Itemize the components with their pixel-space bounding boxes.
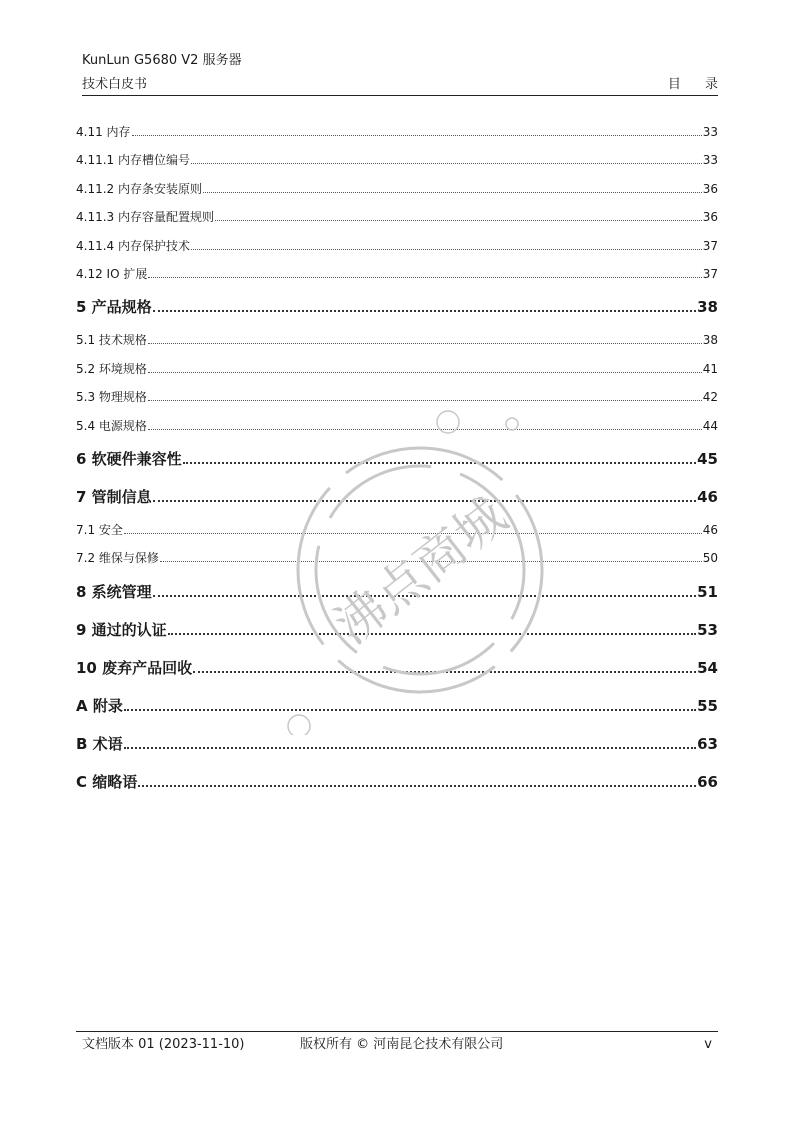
toc-chapter-entry[interactable] [76,611,718,649]
page-header [82,52,728,94]
toc-entry-label: A 附录 [76,696,123,715]
toc-section-entry[interactable] [76,412,718,440]
table-of-contents [76,118,718,801]
toc-chapter-entry[interactable] [76,573,718,611]
watermark-text: 沸点商城 [323,486,518,656]
toc-page-number: 63 [697,734,718,753]
toc-entry-label: 5.4 电源规格 [76,418,147,433]
toc-leader-dots [148,400,702,401]
toc-leader-dots [148,277,701,278]
document-version: 文档版本 01 (2023-11-10) [82,1037,245,1052]
toc-entry-label: 4.11.4 内存保护技术 [76,238,190,253]
toc-leader-dots [191,249,702,250]
toc-chapter-entry[interactable] [76,478,718,516]
toc-entry-label: 4.12 IO 扩展 [76,266,148,281]
toc-page-number: 37 [702,266,718,281]
toc-section-entry[interactable] [76,232,718,260]
toc-page-number: 36 [702,181,718,196]
toc-page-number: 33 [702,125,718,139]
toc-page-number: 46 [697,487,718,506]
toc-chapter-entry[interactable] [76,687,718,725]
toc-entry-label: 5.3 物理规格 [76,390,147,405]
toc-section-entry[interactable] [76,516,718,544]
toc-entry-label: 8 系统管理 [76,582,152,601]
toc-leader-dots [148,343,702,344]
toc-chapter-entry[interactable] [76,288,718,326]
toc-page-number: 66 [697,772,718,791]
toc-section-entry[interactable] [76,355,718,383]
toc-page-number: 55 [697,696,718,715]
toc-leader-dots [148,429,702,430]
toc-page-number: 36 [702,210,718,225]
document-type: 技术白皮书 [82,77,148,92]
footer-divider [76,1031,718,1032]
toc-section-entry[interactable] [76,175,718,203]
toc-entry-label: 5 产品规格 [76,298,152,317]
toc-page-number: 45 [697,449,718,468]
toc-section-entry[interactable] [76,260,718,288]
toc-leader-dots [203,192,702,193]
toc-page-number: 44 [702,418,718,433]
toc-entry-label: 7.1 安全 [76,522,123,537]
toc-leader-dots [183,462,696,464]
toc-leader-dots [215,220,702,221]
copyright-notice: 版权所有 © 河南昆仑技术有限公司 [300,1037,504,1052]
toc-entry-label: 10 废弃产品回收 [76,658,193,677]
toc-leader-dots [191,163,702,164]
toc-page-number: 38 [702,333,718,348]
toc-entry-label: B 术语 [76,734,123,753]
toc-entry-label: C 缩略语 [76,772,138,791]
toc-entry-label: 9 通过的认证 [76,620,167,639]
toc-chapter-entry[interactable] [76,649,718,687]
toc-section-entry[interactable] [76,383,718,411]
toc-page-number: 42 [702,390,718,405]
toc-page-number: 38 [697,298,718,317]
header-row [82,76,728,94]
toc-leader-dots [138,785,696,787]
toc-chapter-entry[interactable] [76,725,718,763]
toc-leader-dots [124,747,696,749]
toc-leader-dots [160,561,702,562]
toc-entry-label: 4.11.2 内存条安装原则 [76,181,202,196]
toc-entry-label: 7 管制信息 [76,487,152,506]
header-divider [82,95,718,96]
product-name: KunLun G5680 V2 服务器 [82,53,242,68]
toc-page-number: 41 [702,361,718,376]
toc-section-entry[interactable] [76,146,718,174]
toc-leader-dots [193,671,696,673]
toc-leader-dots [153,500,696,502]
toc-chapter-entry[interactable] [76,440,718,478]
toc-leader-dots [124,533,702,534]
toc-section-entry[interactable] [76,118,718,146]
toc-entry-label: 4.11 内存 [76,125,131,139]
toc-page-number: 46 [702,522,718,537]
toc-section-entry[interactable] [76,326,718,354]
toc-chapter-entry[interactable] [76,763,718,801]
toc-entry-label: 5.2 环境规格 [76,361,147,376]
toc-leader-dots [148,372,702,373]
toc-page-number: 54 [697,658,718,677]
toc-leader-dots [153,310,696,312]
section-title: 目 录 [667,77,728,92]
toc-page-number: 50 [702,551,718,566]
toc-section-entry[interactable] [76,203,718,231]
page-number: v [704,1037,712,1052]
toc-entry-label: 4.11.1 内存槽位编号 [76,153,190,168]
toc-leader-dots [153,595,696,597]
toc-entry-label: 5.1 技术规格 [76,333,147,348]
toc-leader-dots [168,633,696,635]
toc-entry-label: 4.11.3 内存容量配置规则 [76,210,214,225]
toc-page-number: 51 [697,582,718,601]
toc-leader-dots [124,709,696,711]
toc-entry-label: 6 软硬件兼容性 [76,449,182,468]
toc-leader-dots [132,135,702,136]
toc-page-number: 33 [702,153,718,168]
toc-page-number: 53 [697,620,718,639]
toc-entry-label: 7.2 维保与保修 [76,551,159,566]
toc-section-entry[interactable] [76,544,718,572]
toc-page-number: 37 [702,238,718,253]
